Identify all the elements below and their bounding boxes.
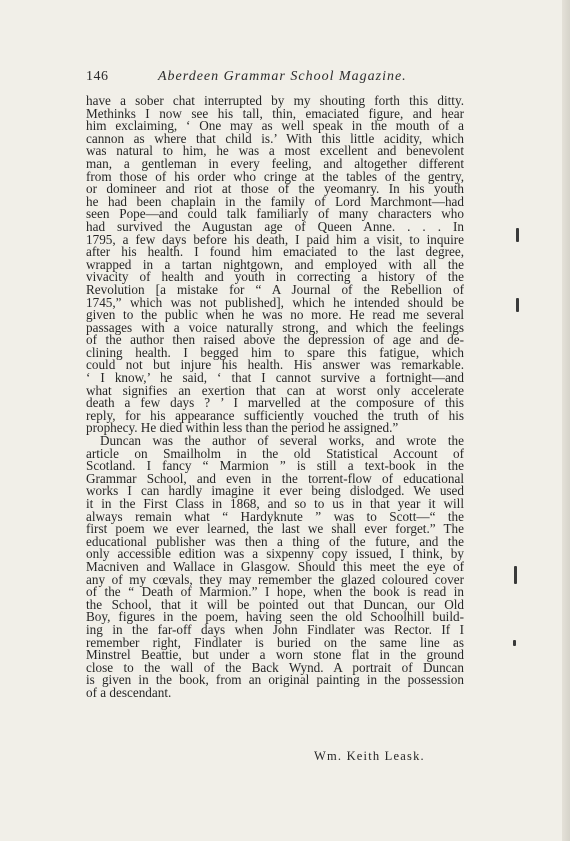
text-line: first poem we ever learned, the last we shall ever forget.” The	[86, 521, 464, 537]
text-line: after his health. I found him emaciated to the last degree,	[86, 244, 464, 260]
text-line: vivacity of health and youth in correcting a history of the	[86, 269, 464, 285]
page-number: 146	[86, 69, 109, 84]
text-line: of a descendant.	[86, 684, 172, 700]
text-line: any of my cœvals, they may remember the glazed coloured cover	[86, 571, 464, 587]
text-line: seen Pope—and could talk familiarly of many characters who	[86, 206, 464, 222]
text-line: is given in the book, from an original painting in the possession	[86, 672, 464, 688]
page-header	[86, 69, 486, 89]
text-line: what signifies an exertion that can at worst only accelerate	[86, 382, 464, 398]
text-line: passages with a voice naturally strong, and which the feelings	[86, 319, 464, 335]
text-line: works I can hardly imagine it ever being dislodged. We used	[86, 483, 464, 499]
text-line: article on Smailholm in the old Statistical Account of	[86, 445, 464, 461]
text-line: ing in the far-off days when John Findlater was Rector. If I	[86, 621, 464, 637]
text-line: of the “ Death of Marmion.” I hope, when the book is read in	[86, 584, 464, 600]
text-line: Macniven and Wallace in Glasgow. Should this meet the eye of	[86, 558, 464, 574]
text-line: educational publisher was then a thing of the future, and the	[86, 533, 464, 549]
margin-mark	[516, 298, 519, 312]
article-body	[86, 95, 464, 700]
running-title: Aberdeen Grammar School Magazine.	[158, 69, 407, 84]
text-line: always remain what “ Hardyknute ” was to Scott—“ the	[86, 508, 464, 524]
text-line: he had been chaplain in the family of Lord Marchmont—had	[86, 193, 464, 209]
text-line: Methinks I now see his tall, thin, emaciated figure, and hear	[86, 105, 464, 121]
text-line: close to the wall of the Back Wynd. A portrait of Duncan	[86, 659, 464, 675]
text-line: given to the public when he was no more. He read me several	[86, 307, 464, 323]
text-line: of the author then raised above the depression of age and de-	[86, 332, 464, 348]
text-line: 1795, a few days before his death, I paid him a visit, to inquire	[86, 231, 464, 247]
text-line: him exclaiming, ‘ One may as well speak in the mouth of a	[86, 118, 464, 134]
text-line: could not but injure his health. His answer was remarkable.	[86, 357, 464, 373]
text-line: from those of his order who cringe at the tables of the gentry,	[86, 168, 464, 184]
text-line: Grammar School, and even in the torrent-flow of educational	[86, 470, 464, 486]
text-line: was natural to him, he was a most excellent and benevolent	[86, 143, 464, 159]
page-edge-shadow	[562, 0, 570, 841]
text-line: ‘ I know,’ he said, ‘ that I cannot survive a fortnight—and	[86, 370, 464, 386]
text-line: have a sober chat interrupted by my shouting forth this ditty.	[86, 93, 464, 108]
text-line: Scotland. I fancy “ Marmion ” is still a text-book in the	[86, 458, 464, 474]
text-line: only accessible edition was a sixpenny copy issued, I think, by	[86, 546, 464, 562]
margin-mark	[516, 228, 519, 242]
text-line: or domineer and riot at those of the yeomanry. In his youth	[86, 181, 464, 197]
text-line: death a few days ? ’ I marvelled at the composure of this	[86, 395, 464, 411]
text-line: man, a gentleman in every feeling, and altogether different	[86, 155, 464, 171]
text-line: it in the First Class in 1868, and so to us in that year it will	[86, 496, 464, 511]
text-line: Boy, figures in the poem, having seen the old Schoolhill build-	[86, 609, 464, 625]
text-line: wrapped in a tartan nightgown, and employed with all the	[86, 256, 464, 272]
margin-mark	[513, 640, 516, 646]
text-line: had survived the Augustan age of Queen Anne. . . . In	[86, 218, 464, 234]
text-line: reply, for his appearance sufficiently vouched the truth of his	[86, 407, 464, 423]
author-signature: Wm. Keith Leask.	[314, 749, 425, 763]
text-line: Minstrel Beattie, but under a worn stone flat in the ground	[86, 647, 464, 663]
text-line: prophecy. He died within less than the period he assigned.”	[86, 420, 399, 436]
text-line: cannon as where that child is.’ With this little acidity, which	[86, 130, 464, 146]
text-line: Duncan was the author of several works, and wrote the	[100, 433, 464, 449]
text-line: 1745,” which was not published], which he intended should be	[86, 294, 464, 310]
text-line: Revolution [a mistake for “ A Journal of the Rebellion of	[86, 281, 464, 297]
margin-mark	[514, 566, 517, 584]
text-line: remember right, Findlater is buried on the same line as	[86, 634, 464, 650]
text-line: the School, that it will be pointed out that Duncan, our Old	[86, 596, 464, 612]
text-line: clining health. I begged him to spare this fatigue, which	[86, 344, 464, 360]
